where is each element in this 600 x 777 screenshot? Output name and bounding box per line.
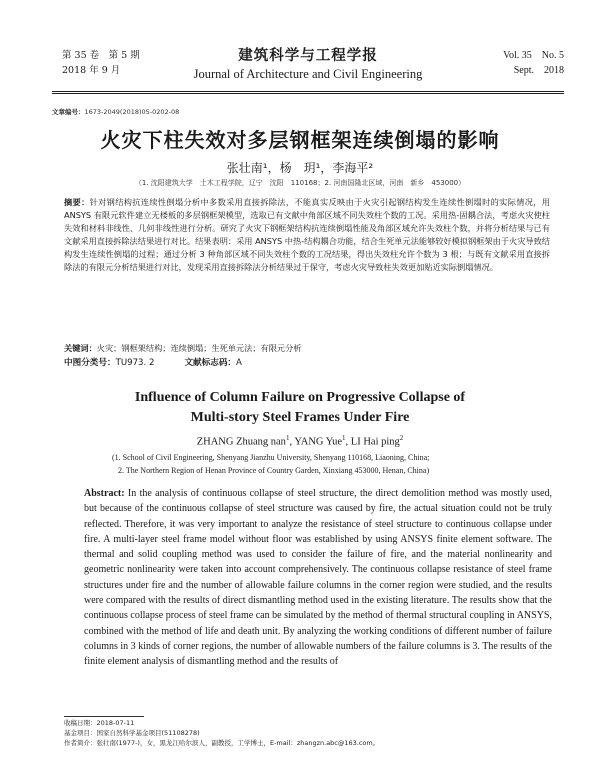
keywords-cn-text: 火灾；钢框架结构；连续倒塌；生死单元法；有限元分析 bbox=[96, 343, 302, 353]
abstract-en-label: Abstract: bbox=[84, 488, 125, 499]
abstract-cn-label: 摘要： bbox=[64, 197, 90, 207]
title-en-line2: Multi-story Steel Frames Under Fire bbox=[190, 410, 410, 425]
date-en: Sept. 2018 bbox=[513, 65, 564, 76]
header-rule-top bbox=[52, 91, 564, 92]
footnote-author: 作者简介：张壮南(1977-)，女，黑龙江哈尔滨人，副教授，工学博士，E-mail：zhangzn.abc@163.com。 bbox=[64, 739, 380, 747]
article-number bbox=[52, 107, 179, 116]
author-en-3: LI Hai ping bbox=[350, 436, 400, 448]
journal-name-cn: 建筑科学与工程学报 bbox=[238, 48, 378, 64]
clc-value: TU973. 2 bbox=[115, 358, 155, 368]
affiliation-en-2: 2. The Northern Region of Henan Province of Country Garden, Xinxiang 453000, Henan, China) bbox=[118, 466, 430, 475]
affiliation-en-1: (1. School of Civil Engineering, Shenyang Jianzhu University, Shenyang 110168, Liaoning, China; bbox=[112, 453, 430, 462]
author-en-1: ZHANG Zhuang nan bbox=[196, 436, 286, 448]
date-cn: 2018 年 9 月 bbox=[62, 65, 121, 76]
article-number-value: 1673-2049(2018)05-0202-08 bbox=[84, 108, 180, 116]
header-rule-bottom bbox=[52, 93, 564, 94]
journal-name bbox=[52, 44, 564, 82]
author-en-2-sup: 1 bbox=[342, 434, 346, 442]
classification bbox=[64, 357, 550, 370]
doc-code-value: A bbox=[236, 358, 242, 368]
authors-en: ZHANG Zhuang nan$^1$, YANG Yue$^1$, LI Hai ping$^2$ bbox=[196, 434, 404, 448]
journal-header bbox=[52, 40, 564, 90]
footnote-rule bbox=[64, 716, 144, 717]
affiliation-cn: （1. 沈阳建筑大学 土木工程学院，辽宁 沈阳 110168；2. 河南国隆北区域，河南 新乡 453000） bbox=[134, 179, 466, 187]
title-en-line1: Influence of Column Failure on Progressive Collapse of bbox=[134, 390, 466, 405]
abstract-en bbox=[84, 486, 552, 670]
abstract-cn-text: 针对钢结构抗连续性倒塌分析中多数采用直接拆除法，不能真实反映由于火灾引起钢结构发生连续性倒塌时的实际情况，用 ANSYS 有限元软件建立无楼板的多层钢框架模型，选取已有文献中角部区域不同失效柱个数的工况。采用热-固耦合法，考虑火灾使柱失效和材料非线性、几何非线性进行分析。研究了火灾下钢框架结构抗连续倒塌性能及角部区域允许失效柱个数，并将分析结果与已有文献采用直接拆除法结果进行对比。结果表明：采用 ANSYS 中热-结构耦合功能，结合生死单元法能够较好模拟钢框架由于火灾导致结构发生连续性倒塌的过程；通过分析 3 种角部区域不同失效柱个数的工况结果，得出失效柱允许个数为 3 根；与既有文献采用直接拆除法的有限元分析结果进行对比，发现采用直接拆除法分析结果过于保守，考虑火灾导致柱失效更加贴近实际倒塌情况。 bbox=[64, 197, 550, 272]
author-en-1-sup: 1 bbox=[285, 434, 290, 442]
footnotes bbox=[64, 718, 550, 748]
title-en bbox=[0, 388, 600, 428]
keywords-cn bbox=[64, 342, 550, 355]
author-en-2: YANG Yue bbox=[294, 436, 343, 448]
volume-en: Vol. 35 No. 5 bbox=[503, 50, 564, 61]
article-number-label: 文章编号： bbox=[52, 108, 85, 116]
journal-name-en: Journal of Architecture and Civil Engineering bbox=[193, 67, 423, 81]
doc-code-label: 文献标志码： bbox=[184, 358, 237, 368]
abstract-cn bbox=[64, 196, 550, 274]
footnote-fund: 基金项目：国家自然科学基金项目(51108278) bbox=[64, 729, 200, 737]
affiliation-en bbox=[112, 451, 532, 477]
footnote-received: 收稿日期：2018-07-11 bbox=[64, 719, 135, 727]
abstract-en-text: In the analysis of continuous collapse of steel structure, the direct demolition method was mostly used, but because of the continuous collapse of steel structure was caused by fire, the actual situation could not be truly reflected. Therefore, it was very important to analyze the resistance of steel structure to continuous collapse under fire. A multi-layer steel frame model without floor was established by using ANSYS finite element software. The thermal and solid coupling method was used to consider the failure of fire, and the material nonlinearity and geometric nonlinearity were taken into account comprehensively. The continuous collapse resistance of steel frame structures under fire and the number of allowable failure columns in the corner region were studied, and the results were compared with the results of direct dismantling method used in the existing literature. The results show that the continuous collapse process of steel frame can be simulated by the method of thermal structural coupling in ANSYS, combined with the method of life and death unit. By analyzing the working conditions of different number of failure columns in 3 kinds of corner regions, the number of allowable numbers of the failure columns is 3. The results of the finite element analysis of dismantling method and the results of bbox=[84, 488, 552, 668]
authors-cn: 张壮南¹，杨 玥¹，李海平² bbox=[226, 161, 374, 175]
clc-label: 中图分类号： bbox=[64, 358, 116, 368]
keywords-cn-label: 关键词： bbox=[64, 343, 97, 353]
author-en-3-sup: 2 bbox=[399, 434, 404, 442]
title-cn: 火灾下柱失效对多层钢框架连续倒塌的影响 bbox=[100, 128, 500, 152]
issue-cn: 第 35 卷 第 5 期 bbox=[62, 50, 140, 61]
issue-info-en bbox=[503, 48, 564, 78]
